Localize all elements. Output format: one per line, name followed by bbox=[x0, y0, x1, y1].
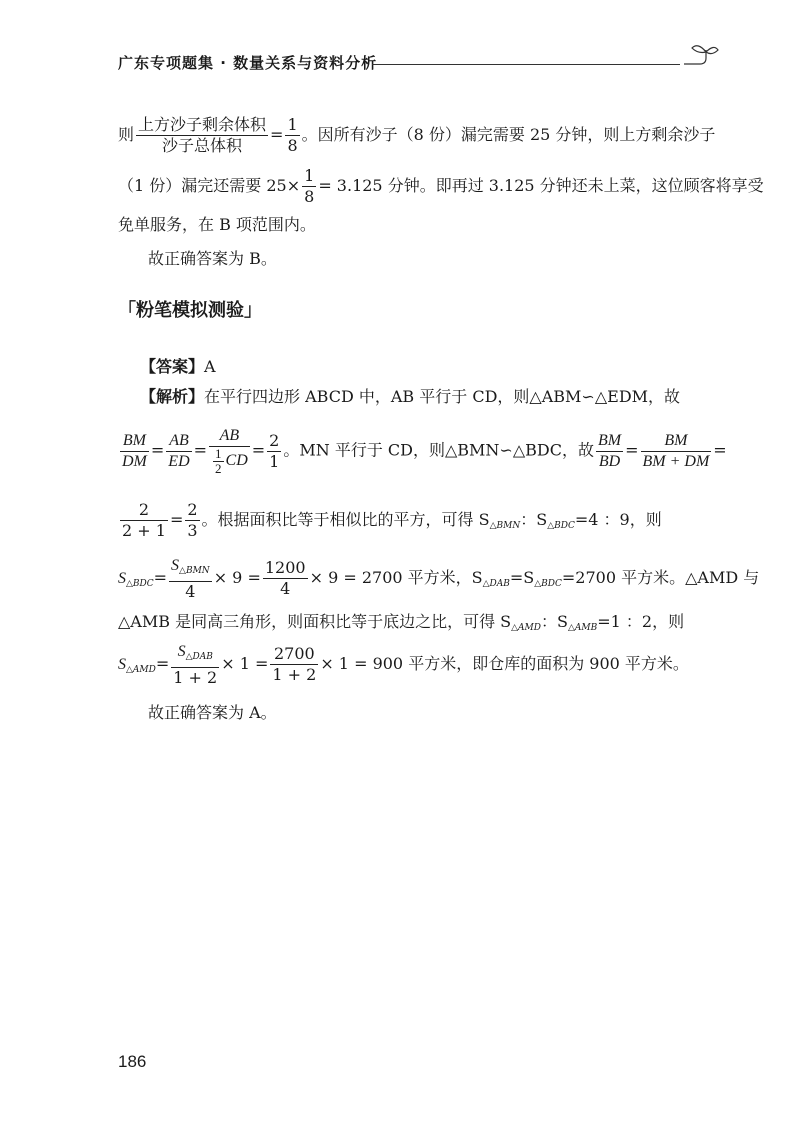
paragraph-line-3: 免单服务，在 B 项范围内。 bbox=[118, 215, 316, 234]
analysis-line-4: $S_{\triangle BDC}=$ $\frac{S_{\triangle BMN}}{4}$ × 9 = $\frac{1200}{4}$ × 9 = 2700 平方米，$S_{\triangle DAB}=S_{\triangle BDC}=2700$ 平方米。△AMD 与 bbox=[118, 557, 760, 601]
paragraph-line-2: （1 份）漏完还需要 25× $\frac{1}{8}$ = 3.125 分钟。即再过 3.125 分钟还未上菜，这位顾客将享受 bbox=[118, 166, 764, 206]
page-number: 186 bbox=[118, 1052, 147, 1071]
fraction-one-eighth: $\frac{1}{8}$ bbox=[287, 115, 298, 155]
answer-line: 【答案】A bbox=[140, 357, 216, 376]
fraction-remaining-volume: $\frac{\text{上方沙子剩余体积}}{\text{沙子总体积}}$ bbox=[138, 115, 267, 155]
analysis-line-1: 【解析】在平行四边形 ABCD 中，AB 平行于 CD，则△ABM∽△EDM，故 bbox=[140, 387, 681, 406]
analysis-line-5: △AMB 是同高三角形，则面积比等于底边之比，可得 $S_{\triangle AMD}$：$S_{\triangle AMB}=1$ ：2，则 bbox=[118, 612, 685, 633]
answer-line-a: 故正确答案为 A。 bbox=[148, 703, 277, 722]
paragraph-line-1: 则 $\frac{\text{上方沙子剩余体积}}{\text{沙子总体积}}$ = $\frac{1}{8}$ 。因所有沙子（8 份）漏完需要 25 分钟，则上方剩余沙子 bbox=[118, 115, 716, 155]
header-rule bbox=[372, 64, 680, 65]
answer-line-b: 故正确答案为 B。 bbox=[148, 249, 277, 268]
section-title: 「粉笔模拟测验」 bbox=[118, 300, 262, 321]
analysis-line-3: $\frac{2}{2 + 1}$ = $\frac{2}{3}$ 。根据面积比等于相似比的平方，可得 $S_{\triangle BMN}$：$S_{\triangle BDC}=4$ ：9，则 bbox=[122, 500, 662, 540]
fraction-one-eighth-2: $\frac{1}{8}$ bbox=[304, 166, 315, 206]
sprout-icon bbox=[680, 38, 720, 78]
analysis-line-2: $\frac{BM}{DM}$ = $\frac{AB}{ED}$ = AB $\frac{1}{2}$ CD = $\frac{2}{1}$ 。MN 平行于 CD，则△BMN∽△BDC，故 $\frac{BM}{BD}$ = $\frac{BM}{BM + DM}$ = bbox=[122, 427, 727, 476]
running-header: 广东专项题集 · 数量关系与资料分析 bbox=[118, 54, 378, 72]
analysis-line-6: $S_{\triangle AMD}=$ $\frac{S_{\triangle DAB}}{1 + 2}$ × 1 = $\frac{2700}{1 + 2}$ × 1 = 900 平方米，即仓库的面积为 900 平方米。 bbox=[118, 643, 689, 687]
